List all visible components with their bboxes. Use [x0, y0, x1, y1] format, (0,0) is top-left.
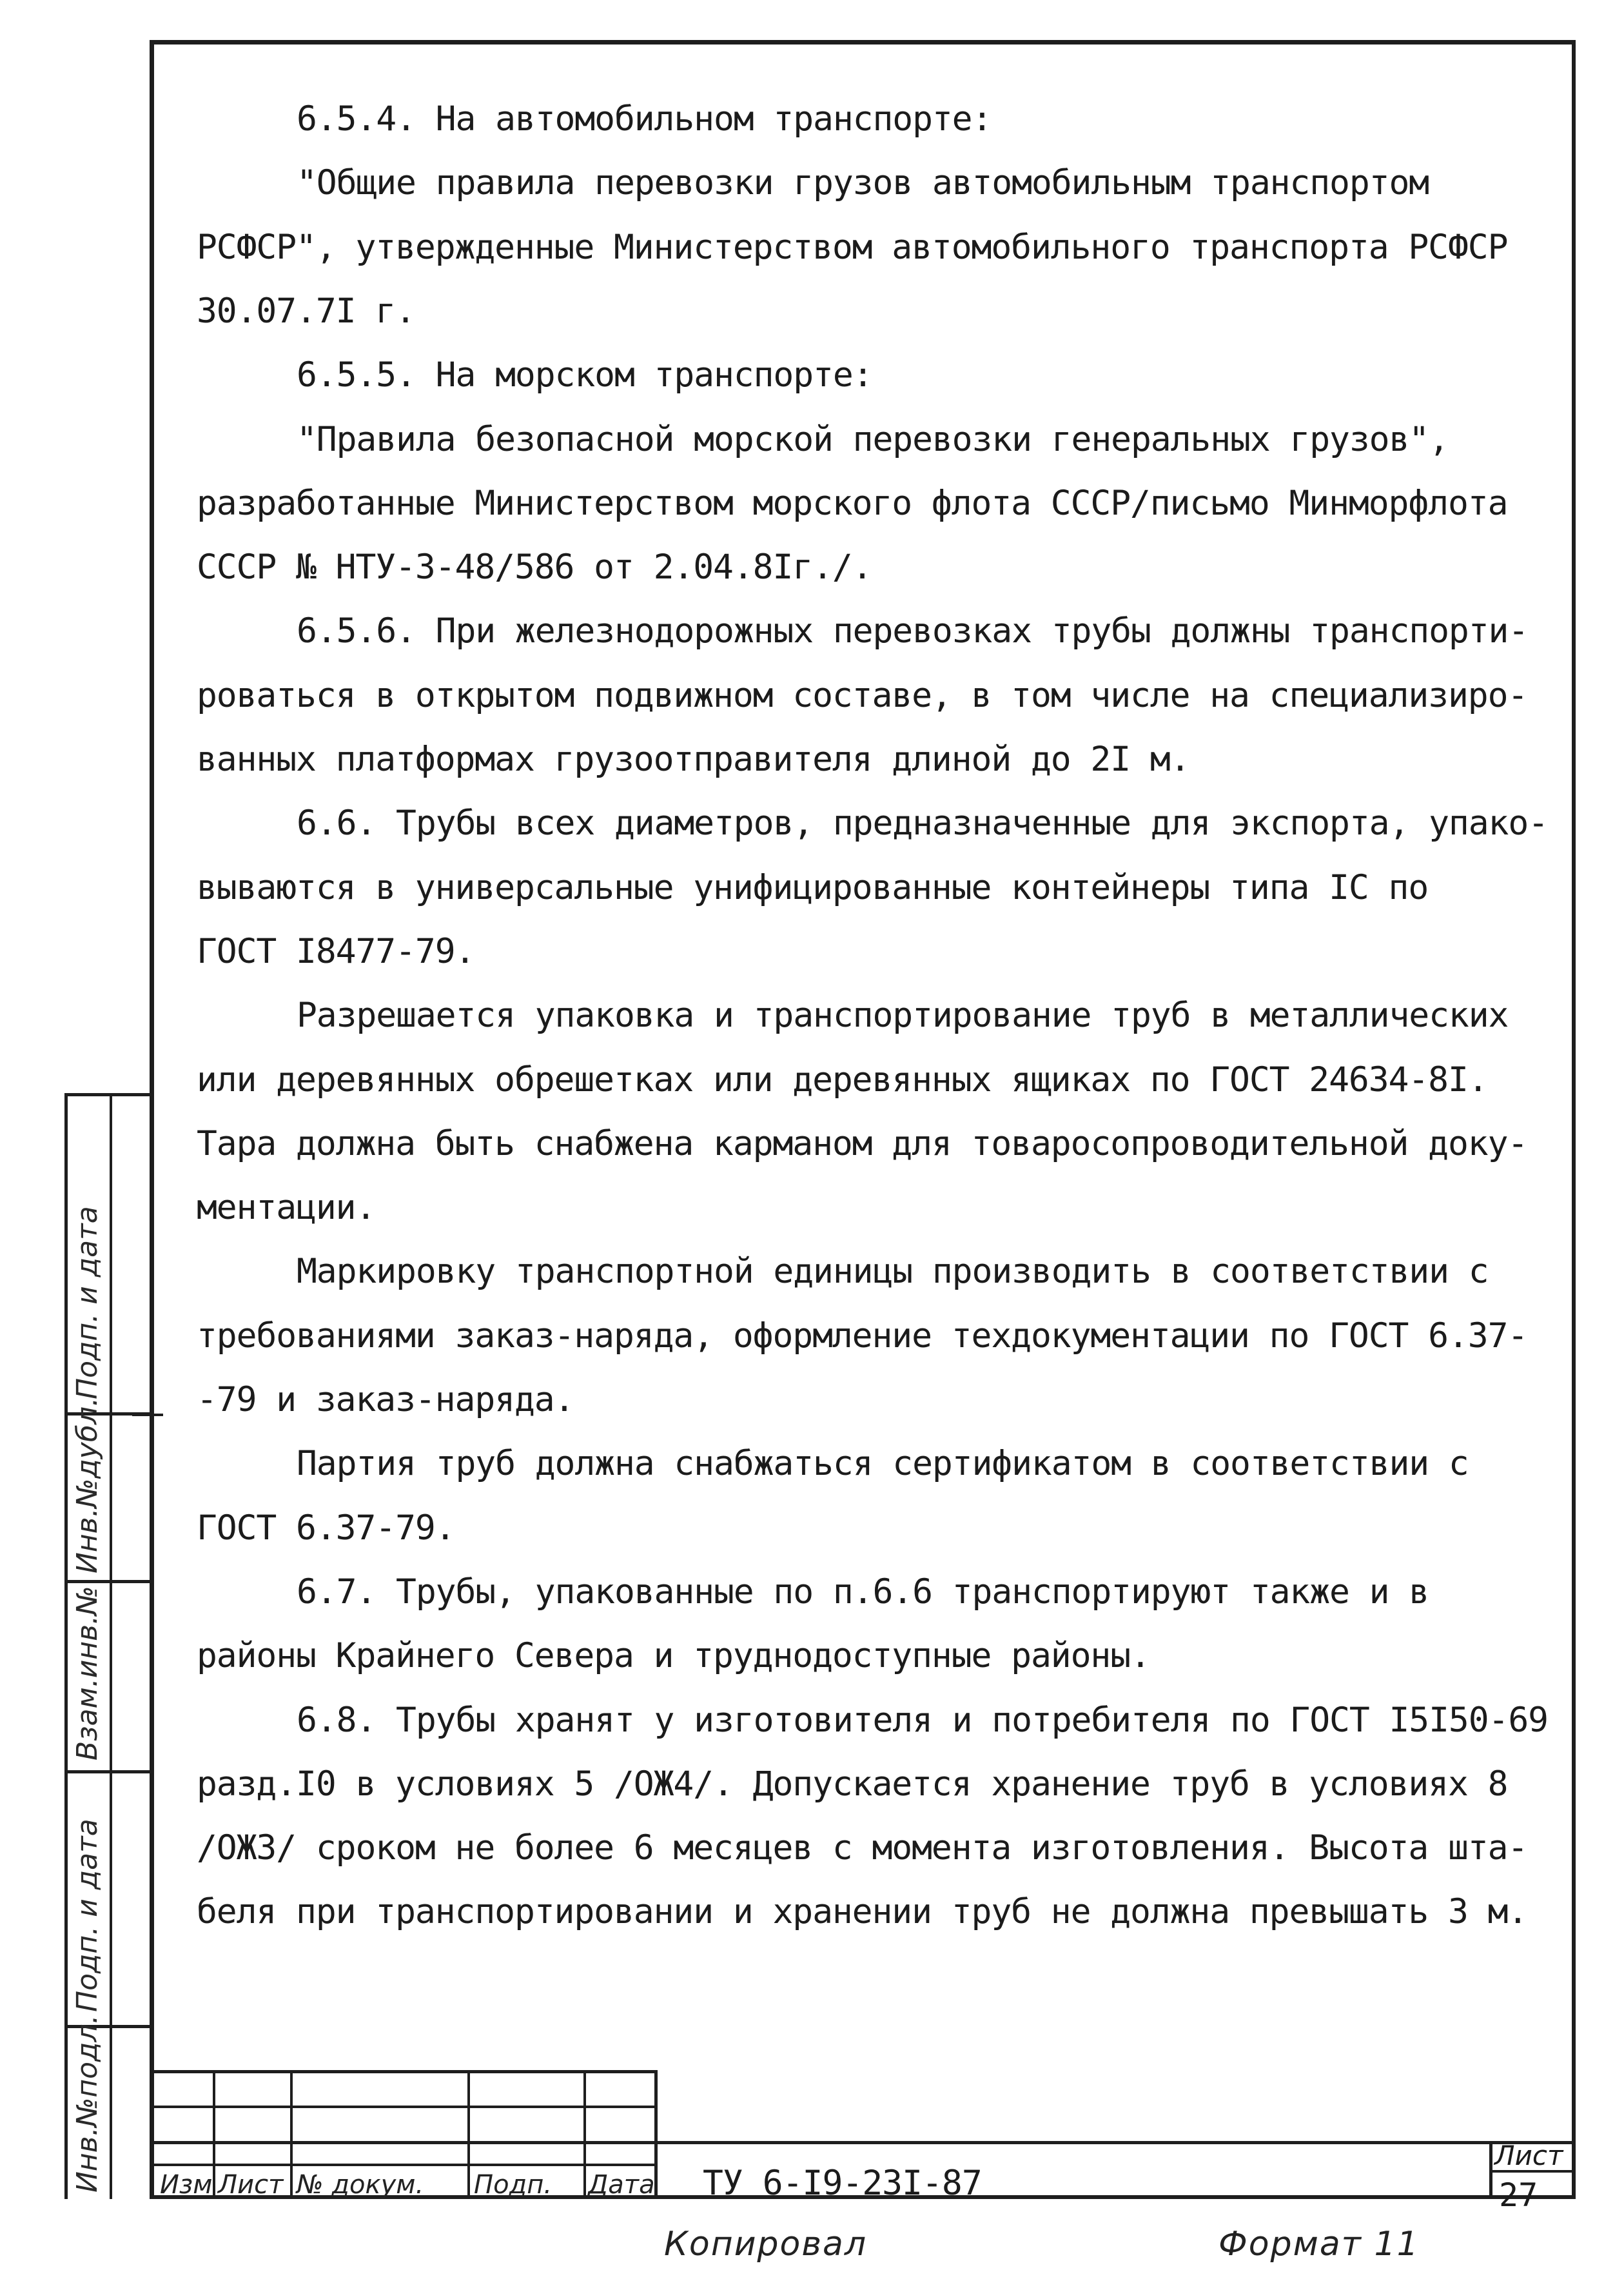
title-block-col [467, 2070, 470, 2199]
text-line: 6.7. Трубы, упакованные по п.6.6 транспортируют также и в [297, 1572, 1429, 1612]
text-line: "Правила безопасной морской перевозки генеральных грузов", [297, 419, 1449, 459]
title-block-rule [154, 2106, 657, 2108]
fold-mark [132, 1414, 163, 1416]
text-line: ГОСТ 6.37-79. [197, 1508, 455, 1548]
text-line: требованиями заказ-наряда, оформление техдокументации по ГОСТ 6.37- [197, 1316, 1528, 1356]
side-label-orig-inv: Инв.№подл. [71, 2015, 104, 2193]
side-label-sign-date-2: Подп. и дата [71, 1819, 104, 2012]
text-line: ванных платформах грузоотправителя длиной до 2I м. [197, 740, 1190, 779]
text-line: 6.5.4. На автомобильном транспорте: [297, 99, 992, 139]
title-block-rule [154, 2070, 657, 2073]
side-label-dup-inv: Инв.№дубл. [71, 1397, 104, 1574]
footer-format: Формат 11 [1218, 2225, 1420, 2264]
col-sheet: Лист [218, 2170, 284, 2200]
binding-strip-separator [64, 1770, 154, 1773]
side-label-repl-inv: Взам.инв.№ [71, 1586, 104, 1761]
sheet-caption: Лист [1494, 2140, 1563, 2171]
text-line: "Общие правила перевозки грузов автомобильным транспортом [297, 163, 1429, 203]
title-block-rule [154, 2141, 1576, 2144]
text-line: районы Крайнего Севера и труднодоступные районы. [197, 1636, 1150, 1676]
text-line: вываются в универсальные унифицированные контейнеры типа IС по [197, 867, 1429, 907]
text-line: Разрешается упаковка и транспортирование труб в металлических [297, 996, 1509, 1036]
footer-copied: Копировал [664, 2225, 868, 2264]
title-block-col [1489, 2141, 1492, 2199]
title-block-col [290, 2070, 293, 2199]
text-line: СССР № НТУ-3-48/586 от 2.04.8Iг./. [197, 548, 872, 587]
text-line: 6.8. Трубы хранят у изготовителя и потребителя по ГОСТ I5I50-69 [297, 1700, 1548, 1740]
text-line: 6.5.5. На морском транспорте: [297, 355, 873, 395]
title-block-col [213, 2070, 215, 2199]
col-change: Изм [160, 2170, 213, 2200]
title-block-rule [154, 2164, 657, 2166]
text-line: Тара должна быть снабжена карманом для товаросопроводительной доку- [197, 1123, 1528, 1163]
text-line: /ОЖЗ/ сроком не более 6 месяцев с момента изготовления. Высота шта- [197, 1828, 1528, 1868]
text-line: 6.6. Трубы всех диаметров, предназначенные для экспорта, упако- [297, 804, 1548, 844]
side-label-sign-date: Подп. и дата [71, 1206, 104, 1399]
text-line: разд.I0 в условиях 5 /ОЖ4/. Допускается хранение труб в условиях 8 [197, 1764, 1508, 1804]
text-line: 6.5.6. При железнодорожных перевозках трубы должны транспорти- [297, 611, 1529, 651]
text-line: разработанные Министерством морского флота СССР/письмо Минморфлота [197, 483, 1508, 523]
text-line: или деревянных обрешетках или деревянных ящиках по ГОСТ 24634-8I. [197, 1060, 1488, 1100]
text-line: ГОСТ I8477-79. [197, 931, 475, 971]
text-line: РСФСР", утвержденные Министерством автомобильного транспорта РСФСР [197, 227, 1508, 267]
text-line: 30.07.7I г. [197, 291, 415, 331]
document-code: ТУ 6-I9-23I-87 [703, 2164, 982, 2203]
binding-strip-divider [110, 1093, 112, 2199]
sheet-number: 27 [1499, 2176, 1538, 2214]
text-line: роваться в открытом подвижном составе, в том числе на специализиро- [197, 675, 1528, 715]
text-line: беля при транспортировании и хранении труб не должна превышать 3 м. [197, 1892, 1528, 1932]
text-line: Маркировку транспортной единицы производить в соответствии с [297, 1252, 1489, 1292]
col-date: Дата [588, 2170, 655, 2200]
col-signature: Подп. [474, 2170, 553, 2200]
text-line: -79 и заказ-наряда. [197, 1380, 574, 1419]
col-doc-no: № докум. [297, 2170, 424, 2200]
title-block-col [583, 2070, 586, 2199]
text-line: Партия труб должна снабжаться сертификатом в соответствии с [297, 1444, 1469, 1484]
binding-strip-separator [64, 1580, 154, 1583]
text-line: ментации. [197, 1188, 376, 1228]
